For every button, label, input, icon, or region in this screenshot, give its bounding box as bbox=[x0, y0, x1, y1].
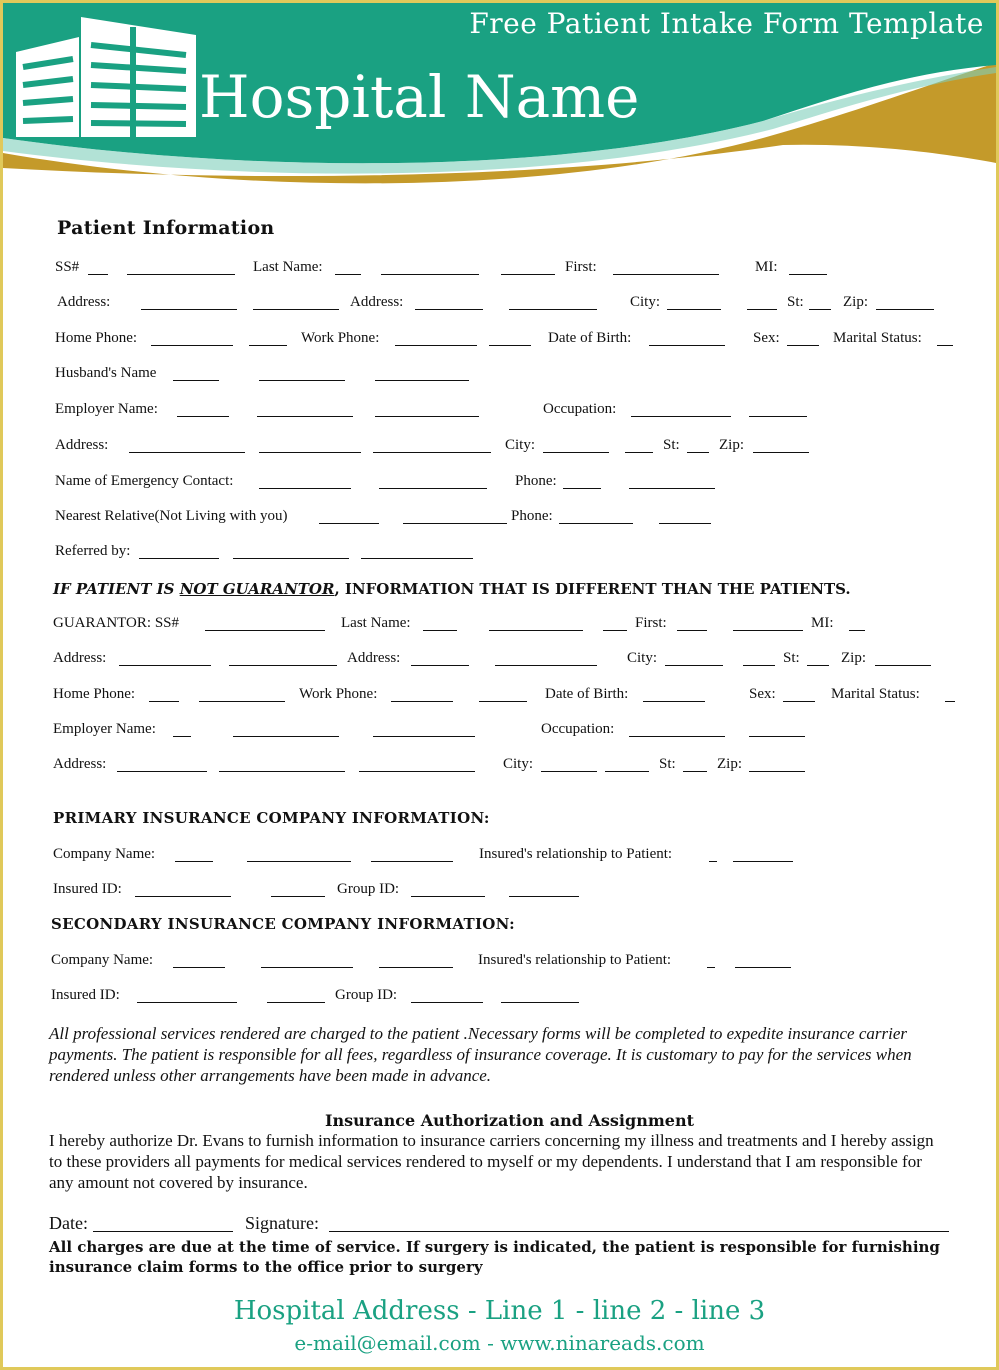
referred-by-input-3[interactable] bbox=[361, 558, 473, 559]
field-label: Occupation: bbox=[541, 721, 615, 737]
field-label: St: bbox=[663, 437, 680, 453]
guarantor-dob-input[interactable] bbox=[643, 701, 705, 702]
guarantor-city-input-2[interactable] bbox=[743, 665, 775, 666]
field-label: Address: bbox=[347, 650, 401, 666]
home-phone-input-2[interactable] bbox=[249, 345, 287, 346]
date-label: Date: bbox=[49, 1213, 88, 1233]
field-label: Last Name: bbox=[341, 615, 411, 631]
secondary-relationship-input[interactable] bbox=[707, 967, 715, 968]
header-banner bbox=[3, 3, 996, 203]
guarantor-last-name-input-2[interactable] bbox=[489, 630, 583, 631]
date-input[interactable] bbox=[93, 1231, 233, 1232]
field-label: Referred by: bbox=[55, 543, 131, 559]
field-label: Group ID: bbox=[337, 881, 400, 897]
field-label: Company Name: bbox=[51, 952, 154, 968]
field-label: Insured's relationship to Patient: bbox=[478, 952, 672, 968]
primary-insurance-title: PRIMARY INSURANCE COMPANY INFORMATION: bbox=[53, 809, 490, 827]
referred-by-input[interactable] bbox=[139, 558, 219, 559]
address2-input-2[interactable] bbox=[509, 309, 597, 310]
guarantor-address-input[interactable] bbox=[119, 665, 211, 666]
field-label: GUARANTOR: SS# bbox=[53, 615, 179, 631]
last-name-input-2[interactable] bbox=[381, 274, 479, 275]
field-label: Last Name: bbox=[253, 259, 323, 275]
employer-name-input-3[interactable] bbox=[375, 416, 479, 417]
primary-group-id-input[interactable] bbox=[411, 896, 485, 897]
guarantor-city-input[interactable] bbox=[665, 665, 723, 666]
field-label: Sex: bbox=[753, 330, 780, 346]
patient-row-phones bbox=[53, 330, 958, 354]
guarantor-occupation-input[interactable] bbox=[629, 736, 725, 737]
field-label: Nearest Relative(Not Living with you) bbox=[55, 508, 288, 524]
field-label: City: bbox=[630, 294, 661, 310]
primary-company-input-3[interactable] bbox=[371, 861, 453, 862]
field-label: First: bbox=[565, 259, 597, 275]
guarantor-state-input[interactable] bbox=[807, 665, 829, 666]
employer-address-input-3[interactable] bbox=[373, 452, 491, 453]
guarantor-occupation-input-2[interactable] bbox=[749, 736, 805, 737]
guarantor-address2-input-2[interactable] bbox=[495, 665, 597, 666]
primary-row-company bbox=[53, 846, 958, 870]
field-label: Employer Name: bbox=[55, 401, 158, 417]
occupation-input[interactable] bbox=[631, 416, 731, 417]
employer-address-input-2[interactable] bbox=[259, 452, 361, 453]
secondary-company-input[interactable] bbox=[173, 967, 225, 968]
guarantor-address-input-2[interactable] bbox=[229, 665, 337, 666]
relative-phone-input[interactable] bbox=[559, 523, 633, 524]
sex-input[interactable] bbox=[787, 345, 819, 346]
guarantor-row-employer-address bbox=[53, 756, 958, 780]
state-input[interactable] bbox=[809, 309, 831, 310]
guarantor-last-name-input[interactable] bbox=[423, 630, 457, 631]
signature-input[interactable] bbox=[329, 1231, 949, 1232]
mi-input[interactable] bbox=[789, 274, 827, 275]
work-phone-input[interactable] bbox=[395, 345, 477, 346]
field-label: St: bbox=[659, 756, 676, 772]
field-label: City: bbox=[503, 756, 534, 772]
signature-label: Signature: bbox=[245, 1213, 319, 1233]
primary-row-ids bbox=[53, 881, 958, 905]
building-icon bbox=[11, 7, 201, 147]
guarantor-home-phone-input[interactable] bbox=[149, 701, 179, 702]
guarantor-mi-input[interactable] bbox=[849, 630, 865, 631]
guarantor-zip-input[interactable] bbox=[875, 665, 931, 666]
address-input[interactable] bbox=[141, 309, 237, 310]
field-label: Date of Birth: bbox=[548, 330, 632, 346]
field-label: MI: bbox=[755, 259, 778, 275]
ssn-input-2[interactable] bbox=[127, 274, 235, 275]
employer-name-input[interactable] bbox=[177, 416, 229, 417]
employer-city-input[interactable] bbox=[543, 452, 609, 453]
secondary-relationship-input-2[interactable] bbox=[735, 967, 791, 968]
last-name-input-3[interactable] bbox=[501, 274, 555, 275]
guarantor-suffix: , INFORMATION THAT IS DIFFERENT THAN THE PATIENTS. bbox=[334, 580, 851, 598]
secondary-row-ids bbox=[53, 987, 958, 1011]
employer-name-input-2[interactable] bbox=[257, 416, 353, 417]
payment-notice: All professional services rendered are charged to the patient .Necessary forms will be completed to expedite insurance carrier payments. The patient is responsible for all fees, regardless of insurance coverage. It is customary to pay for the services when rendered unless other arrangements have been made in advance. bbox=[49, 1024, 912, 1085]
footer-contact: e-mail@email.com - www.ninareads.com bbox=[294, 1331, 705, 1355]
field-label: Address: bbox=[53, 650, 107, 666]
footer-address: Hospital Address - Line 1 - line 2 - line 3 bbox=[233, 1296, 766, 1326]
not-guarantor-text: NOT GUARANTOR bbox=[179, 580, 335, 598]
city-input-2[interactable] bbox=[747, 309, 777, 310]
address2-input[interactable] bbox=[415, 309, 483, 310]
guarantor-first-input-2[interactable] bbox=[733, 630, 803, 631]
secondary-company-input-3[interactable] bbox=[379, 967, 453, 968]
guarantor-heading bbox=[53, 580, 851, 598]
guarantor-address2-input[interactable] bbox=[411, 665, 469, 666]
field-label: Group ID: bbox=[335, 987, 398, 1003]
employer-address-input[interactable] bbox=[129, 452, 245, 453]
authorization-text: I hereby authorize Dr. Evans to furnish information to insurance carriers concerning my illness and treatments and I hereby assign to these providers all payments for medical services rendered to myself or my dependents. I understand that I am responsible for any amount not covered by insurance. bbox=[49, 1131, 934, 1192]
template-title: Free Patient Intake Form Template bbox=[469, 7, 984, 40]
field-label: SS# bbox=[55, 259, 80, 275]
patient-row-relative bbox=[53, 508, 958, 532]
ssn-input[interactable] bbox=[88, 274, 108, 275]
address-input-2[interactable] bbox=[253, 309, 339, 310]
field-label: Zip: bbox=[841, 650, 866, 666]
guarantor-row-employer bbox=[53, 721, 958, 745]
patient-row-ssn bbox=[53, 259, 958, 283]
primary-company-input[interactable] bbox=[175, 861, 213, 862]
guarantor-row-address bbox=[53, 650, 958, 674]
guarantor-work-phone-input-2[interactable] bbox=[479, 701, 527, 702]
primary-relationship-input[interactable] bbox=[709, 861, 717, 862]
guarantor-first-input[interactable] bbox=[677, 630, 707, 631]
patient-row-referred bbox=[53, 543, 958, 567]
guarantor-row-ssn bbox=[53, 615, 958, 639]
primary-insured-id-input[interactable] bbox=[135, 896, 231, 897]
husband-name-input[interactable] bbox=[173, 380, 219, 381]
primary-company-input-2[interactable] bbox=[247, 861, 351, 862]
zip-input[interactable] bbox=[876, 309, 934, 310]
guarantor-emp-address-input-2[interactable] bbox=[219, 771, 345, 772]
secondary-company-input-2[interactable] bbox=[261, 967, 353, 968]
field-label: Employer Name: bbox=[53, 721, 156, 737]
patient-row-employer-address bbox=[53, 437, 958, 461]
relative-name-input-2[interactable] bbox=[403, 523, 507, 524]
signature-row bbox=[49, 1213, 954, 1237]
work-phone-input-2[interactable] bbox=[489, 345, 531, 346]
field-label: Name of Emergency Contact: bbox=[55, 473, 234, 489]
field-label: Address: bbox=[350, 294, 404, 310]
primary-relationship-input-2[interactable] bbox=[733, 861, 793, 862]
field-label: Occupation: bbox=[543, 401, 617, 417]
field-label: MI: bbox=[811, 615, 834, 631]
field-label: Phone: bbox=[515, 473, 557, 489]
marital-status-input[interactable] bbox=[937, 345, 953, 346]
emergency-phone-input-2[interactable] bbox=[629, 488, 715, 489]
primary-group-id-input-2[interactable] bbox=[509, 896, 579, 897]
guarantor-prefix: IF PATIENT IS bbox=[53, 580, 180, 598]
field-label: Marital Status: bbox=[831, 686, 920, 702]
relative-name-input[interactable] bbox=[319, 523, 379, 524]
field-label: Phone: bbox=[511, 508, 553, 524]
secondary-row-company bbox=[53, 952, 958, 976]
charges-notice: All charges are due at the time of service. If surgery is indicated, the patient is responsible for furnishing insurance claim forms to the office prior to surgery bbox=[49, 1238, 940, 1276]
hospital-name: Hospital Name bbox=[199, 63, 640, 131]
employer-state-input[interactable] bbox=[687, 452, 709, 453]
guarantor-sex-input[interactable] bbox=[783, 701, 815, 702]
field-label: Date of Birth: bbox=[545, 686, 629, 702]
field-label: Work Phone: bbox=[301, 330, 380, 346]
field-label: Insured's relationship to Patient: bbox=[479, 846, 673, 862]
field-label: St: bbox=[783, 650, 800, 666]
patient-row-employer bbox=[53, 401, 958, 425]
field-label: Husband's Name bbox=[55, 365, 157, 381]
patient-info-title: Patient Information bbox=[57, 217, 275, 239]
patient-row-address bbox=[53, 294, 958, 318]
field-label: Zip: bbox=[717, 756, 742, 772]
last-name-input[interactable] bbox=[335, 274, 361, 275]
field-label: First: bbox=[635, 615, 667, 631]
emergency-contact-input-2[interactable] bbox=[379, 488, 487, 489]
emergency-phone-input[interactable] bbox=[563, 488, 601, 489]
secondary-group-id-input[interactable] bbox=[411, 1002, 483, 1003]
guarantor-emp-state-input[interactable] bbox=[683, 771, 707, 772]
field-label: Zip: bbox=[843, 294, 868, 310]
city-input[interactable] bbox=[667, 309, 721, 310]
guarantor-emp-address-input-3[interactable] bbox=[359, 771, 475, 772]
authorization-title: Insurance Authorization and Assignment bbox=[325, 1111, 694, 1130]
guarantor-work-phone-input[interactable] bbox=[391, 701, 453, 702]
field-label: St: bbox=[787, 294, 804, 310]
patient-row-husband bbox=[53, 365, 958, 389]
dob-input[interactable] bbox=[649, 345, 725, 346]
referred-by-input-2[interactable] bbox=[233, 558, 349, 559]
secondary-insurance-title: SECONDARY INSURANCE COMPANY INFORMATION: bbox=[51, 915, 515, 933]
field-label: Home Phone: bbox=[55, 330, 138, 346]
field-label: City: bbox=[627, 650, 658, 666]
home-phone-input[interactable] bbox=[151, 345, 233, 346]
field-label: Marital Status: bbox=[833, 330, 922, 346]
employer-city-input-2[interactable] bbox=[625, 452, 653, 453]
secondary-insured-id-input-2[interactable] bbox=[267, 1002, 325, 1003]
guarantor-employer-input-2[interactable] bbox=[233, 736, 339, 737]
guarantor-last-name-input-3[interactable] bbox=[603, 630, 627, 631]
occupation-input-2[interactable] bbox=[749, 416, 807, 417]
field-label: Work Phone: bbox=[299, 686, 378, 702]
guarantor-emp-city-input[interactable] bbox=[541, 771, 597, 772]
primary-insured-id-input-2[interactable] bbox=[271, 896, 325, 897]
secondary-group-id-input-2[interactable] bbox=[501, 1002, 579, 1003]
employer-zip-input[interactable] bbox=[753, 452, 809, 453]
husband-name-input-3[interactable] bbox=[375, 380, 469, 381]
relative-phone-input-2[interactable] bbox=[659, 523, 711, 524]
guarantor-home-phone-input-2[interactable] bbox=[199, 701, 285, 702]
patient-row-emergency bbox=[53, 473, 958, 497]
guarantor-row-phones bbox=[53, 686, 958, 710]
field-label: Insured ID: bbox=[51, 987, 120, 1003]
field-label: Sex: bbox=[749, 686, 776, 702]
field-label: Address: bbox=[57, 294, 111, 310]
field-label: Home Phone: bbox=[53, 686, 136, 702]
guarantor-emp-address-input[interactable] bbox=[117, 771, 207, 772]
field-label: City: bbox=[505, 437, 536, 453]
guarantor-emp-city-input-2[interactable] bbox=[605, 771, 649, 772]
field-label: Company Name: bbox=[53, 846, 156, 862]
guarantor-emp-zip-input[interactable] bbox=[749, 771, 805, 772]
guarantor-employer-input[interactable] bbox=[173, 736, 191, 737]
guarantor-ssn-input[interactable] bbox=[205, 630, 325, 631]
field-label: Address: bbox=[55, 437, 109, 453]
field-label: Zip: bbox=[719, 437, 744, 453]
field-label: Insured ID: bbox=[53, 881, 122, 897]
secondary-insured-id-input[interactable] bbox=[137, 1002, 237, 1003]
guarantor-employer-input-3[interactable] bbox=[373, 736, 475, 737]
field-label: Address: bbox=[53, 756, 107, 772]
husband-name-input-2[interactable] bbox=[259, 380, 345, 381]
emergency-contact-input[interactable] bbox=[259, 488, 351, 489]
first-name-input[interactable] bbox=[613, 274, 719, 275]
guarantor-marital-status-input[interactable] bbox=[945, 701, 955, 702]
